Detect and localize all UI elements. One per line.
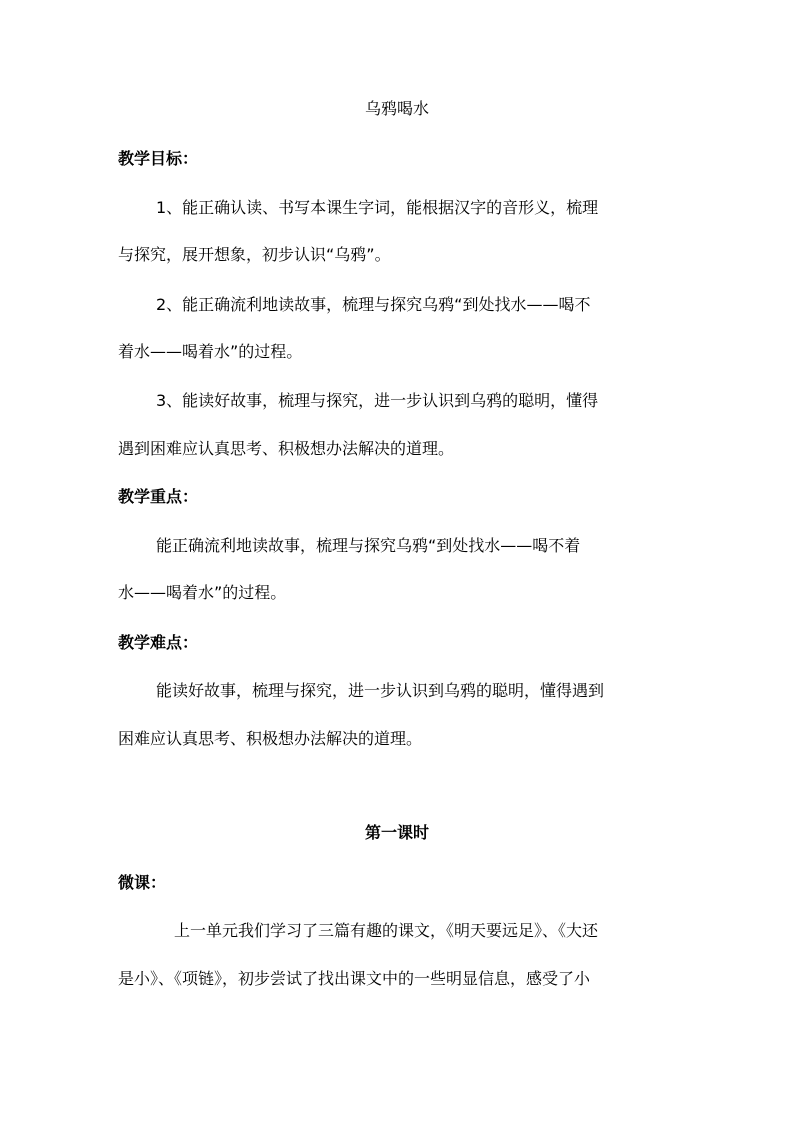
objective-line: 2、能正确流利地读故事，梳理与探究乌鸦“到处找水——喝不 <box>156 295 591 314</box>
lesson-one-heading: 第一课时 <box>364 823 429 842</box>
objective-line: 与探究，展开想象，初步认识“乌鸦”。 <box>118 245 391 264</box>
objectives-heading: 教学目标： <box>118 149 199 168</box>
objective-line: 1、能正确认读、书写本课生字词，能根据汉字的音形义，梳理 <box>156 198 599 217</box>
difficulty-line: 能读好故事，梳理与探究，进一步认识到乌鸦的聪明，懂得遇到 <box>156 681 605 700</box>
key-points-heading: 教学重点： <box>118 487 199 506</box>
difficulties-heading: 教学难点： <box>118 633 199 652</box>
objective-line: 遇到困难应认真思考、积极想办法解决的道理。 <box>118 439 455 458</box>
micro-lesson-line: 是小》、《项链》，初步尝试了找出课文中的一些明显信息，感受了小 <box>118 969 591 988</box>
difficulty-line: 困难应认真思考、积极想办法解决的道理。 <box>118 729 423 748</box>
document-title: 乌鸦喝水 <box>364 99 429 118</box>
micro-lesson-line: 上一单元我们学习了三篇有趣的课文，《明天要远足》、《大还 <box>174 921 599 940</box>
micro-lesson-heading: 微课： <box>118 873 167 892</box>
key-point-line: 水——喝着水”的过程。 <box>118 583 287 602</box>
objective-line: 3、能读好故事，梳理与探究，进一步认识到乌鸦的聪明，懂得 <box>156 391 599 410</box>
objective-line: 着水——喝着水”的过程。 <box>118 342 303 361</box>
key-point-line: 能正确流利地读故事，梳理与探究乌鸦“到处找水——喝不着 <box>156 536 581 555</box>
